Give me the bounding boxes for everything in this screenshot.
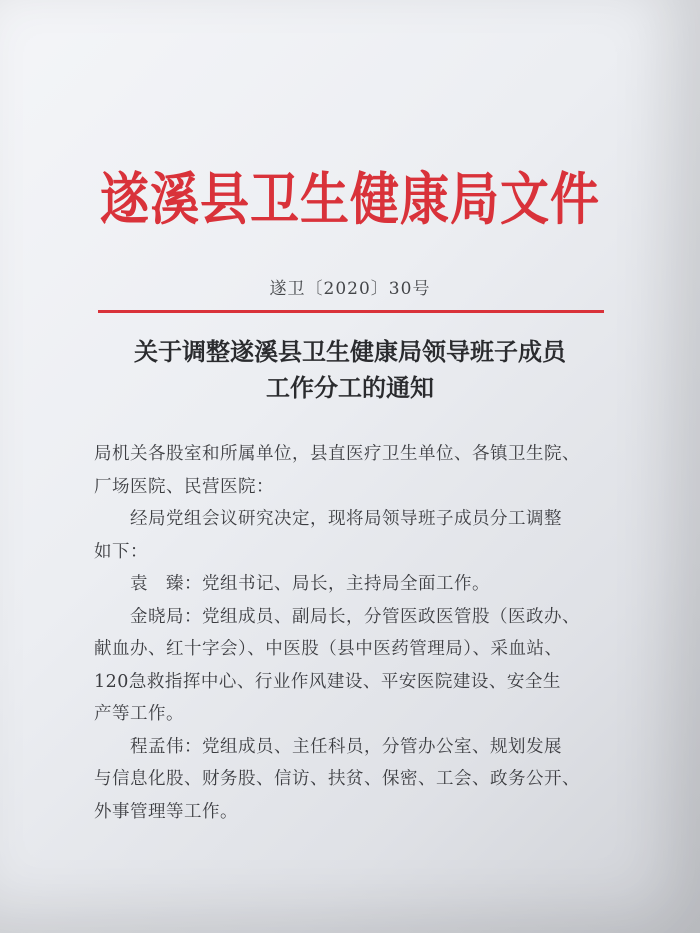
member-2-line-3: 120急救指挥中心、行业作风建设、平安医院建设、安全生: [94, 671, 561, 692]
member-3-paragraph: [94, 731, 614, 829]
notice-body: [94, 438, 614, 828]
member-2-line-2: 献血办、红十字会）、中医股（县中医药管理局）、采血站、: [94, 639, 563, 659]
recipients-paragraph: [94, 438, 614, 503]
member-2-line-1: 金晓局：党组成员、副局长，分管医政医管股（医政办、: [130, 606, 580, 627]
intro-paragraph: [94, 503, 614, 568]
recipients-line-1: 局机关各股室和所属单位，县直医疗卫生单位、各镇卫生院、: [94, 444, 580, 464]
member-1-line-1: 袁 臻：党组书记、局长，主持局全面工作。: [130, 574, 490, 594]
notice-title-line-1: 关于调整遂溪县卫生健康局领导班子成员: [134, 337, 566, 366]
member-3-line-1: 程孟伟：党组成员、主任科员，分管办公室、规划发展: [130, 736, 562, 757]
recipients-line-2: 厂场医院、民营医院：: [94, 476, 274, 497]
notice-title-line-2: 工作分工的通知: [266, 373, 434, 402]
notice-title: [0, 334, 700, 406]
member-3-line-2: 与信息化股、财务股、信访、扶贫、保密、工会、政务公开、: [94, 769, 580, 789]
member-1-paragraph: [94, 568, 614, 601]
red-divider-line: [98, 310, 604, 313]
document-number: 遂卫〔2020〕30号: [269, 279, 431, 299]
intro-line-1: 经局党组会议研究决定，现将局领导班子成员分工调整: [130, 509, 562, 529]
document-header-title: 遂溪县卫生健康局文件: [99, 165, 600, 233]
member-3-line-3: 外事管理等工作。: [94, 801, 238, 822]
member-2-line-4: 产等工作。: [94, 704, 184, 724]
member-2-paragraph: [94, 601, 614, 731]
intro-line-2: 如下：: [94, 541, 148, 562]
